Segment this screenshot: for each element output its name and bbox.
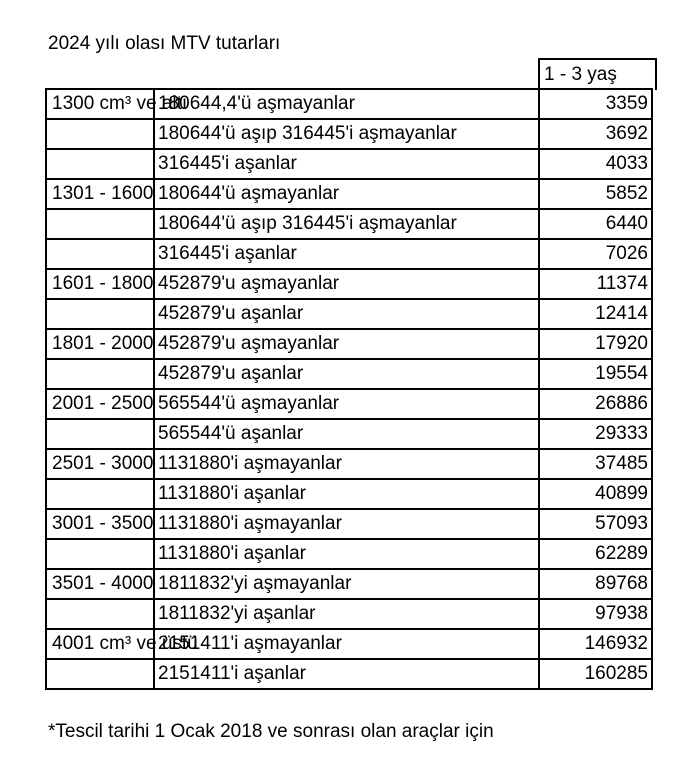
- value-range-cell[interactable]: 1811832'yi aşmayanlar: [154, 569, 539, 599]
- table-row: [46, 569, 652, 599]
- table-row: [46, 119, 652, 149]
- table-row: [46, 629, 652, 659]
- engine-volume-cell[interactable]: [46, 149, 154, 179]
- engine-volume-cell[interactable]: 1801 - 2000: [46, 329, 154, 359]
- engine-volume-cell[interactable]: 2501 - 3000: [46, 449, 154, 479]
- engine-volume-cell[interactable]: 1300 cm³ ve altı: [46, 89, 154, 119]
- engine-volume-cell[interactable]: 1301 - 1600: [46, 179, 154, 209]
- value-range-cell[interactable]: 452879'u aşanlar: [154, 359, 539, 389]
- table-row: [46, 539, 652, 569]
- tax-amount-cell[interactable]: 57093: [539, 509, 652, 539]
- table-row: [46, 239, 652, 269]
- table-row: [46, 419, 652, 449]
- mtv-table: [45, 58, 651, 690]
- engine-volume-cell[interactable]: [46, 419, 154, 449]
- page-title: 2024 yılı olası MTV tutarları: [48, 33, 281, 54]
- value-range-cell[interactable]: 2151411'i aşanlar: [154, 659, 539, 689]
- value-range-cell[interactable]: 1131880'i aşmayanlar: [154, 509, 539, 539]
- value-range-cell[interactable]: 1811832'yi aşanlar: [154, 599, 539, 629]
- engine-volume-cell[interactable]: [46, 539, 154, 569]
- value-range-cell[interactable]: 180644'ü aşıp 316445'i aşmayanlar: [154, 119, 539, 149]
- value-range-cell[interactable]: 180644,4'ü aşmayanlar: [154, 89, 539, 119]
- tax-amount-cell[interactable]: 26886: [539, 389, 652, 419]
- table-row: [46, 659, 652, 689]
- tax-amount-cell[interactable]: 4033: [539, 149, 652, 179]
- engine-volume-cell[interactable]: [46, 239, 154, 269]
- age-column-header[interactable]: 1 - 3 yaş: [538, 58, 657, 90]
- value-range-cell[interactable]: 2151411'i aşmayanlar: [154, 629, 539, 659]
- table-row: [46, 149, 652, 179]
- tax-amount-cell[interactable]: 5852: [539, 179, 652, 209]
- tax-amount-cell[interactable]: 40899: [539, 479, 652, 509]
- tax-amount-cell[interactable]: 3359: [539, 89, 652, 119]
- value-range-cell[interactable]: 180644'ü aşıp 316445'i aşmayanlar: [154, 209, 539, 239]
- value-range-cell[interactable]: 565544'ü aşmayanlar: [154, 389, 539, 419]
- table-row: [46, 509, 652, 539]
- table-row: [46, 89, 652, 119]
- table-row: [46, 179, 652, 209]
- engine-volume-cell[interactable]: 1601 - 1800: [46, 269, 154, 299]
- value-range-cell[interactable]: 180644'ü aşmayanlar: [154, 179, 539, 209]
- tax-amount-cell[interactable]: 17920: [539, 329, 652, 359]
- table-row: [46, 449, 652, 479]
- engine-volume-cell[interactable]: 3501 - 4000: [46, 569, 154, 599]
- tax-amount-cell[interactable]: 6440: [539, 209, 652, 239]
- value-range-cell[interactable]: 452879'u aşmayanlar: [154, 269, 539, 299]
- engine-volume-cell[interactable]: [46, 599, 154, 629]
- value-range-cell[interactable]: 1131880'i aşmayanlar: [154, 449, 539, 479]
- value-range-cell[interactable]: 565544'ü aşanlar: [154, 419, 539, 449]
- tax-amount-cell[interactable]: 37485: [539, 449, 652, 479]
- engine-volume-cell[interactable]: [46, 119, 154, 149]
- tax-amount-cell[interactable]: 146932: [539, 629, 652, 659]
- table-body: [46, 89, 652, 689]
- value-range-cell[interactable]: 316445'i aşanlar: [154, 149, 539, 179]
- table-row: [46, 359, 652, 389]
- table-row: [46, 389, 652, 419]
- engine-volume-cell[interactable]: [46, 299, 154, 329]
- table-row: [46, 599, 652, 629]
- tax-amount-cell[interactable]: 89768: [539, 569, 652, 599]
- tax-amount-cell[interactable]: 19554: [539, 359, 652, 389]
- footnote: *Tescil tarihi 1 Ocak 2018 ve sonrası olan araçlar için: [48, 721, 494, 742]
- data-table: [45, 88, 653, 690]
- tax-amount-cell[interactable]: 97938: [539, 599, 652, 629]
- tax-amount-cell[interactable]: 160285: [539, 659, 652, 689]
- header-row: [45, 58, 651, 88]
- engine-volume-cell[interactable]: 4001 cm³ ve üstü: [46, 629, 154, 659]
- engine-volume-cell[interactable]: [46, 659, 154, 689]
- engine-volume-cell[interactable]: 2001 - 2500: [46, 389, 154, 419]
- tax-amount-cell[interactable]: 12414: [539, 299, 652, 329]
- tax-amount-cell[interactable]: 11374: [539, 269, 652, 299]
- engine-volume-cell[interactable]: 3001 - 3500: [46, 509, 154, 539]
- tax-amount-cell[interactable]: 7026: [539, 239, 652, 269]
- table-row: [46, 329, 652, 359]
- engine-volume-cell[interactable]: [46, 479, 154, 509]
- value-range-cell[interactable]: 452879'u aşanlar: [154, 299, 539, 329]
- table-row: [46, 209, 652, 239]
- table-row: [46, 299, 652, 329]
- table-row: [46, 479, 652, 509]
- value-range-cell[interactable]: 452879'u aşmayanlar: [154, 329, 539, 359]
- table-row: [46, 269, 652, 299]
- value-range-cell[interactable]: 1131880'i aşanlar: [154, 539, 539, 569]
- value-range-cell[interactable]: 1131880'i aşanlar: [154, 479, 539, 509]
- tax-amount-cell[interactable]: 62289: [539, 539, 652, 569]
- value-range-cell[interactable]: 316445'i aşanlar: [154, 239, 539, 269]
- tax-amount-cell[interactable]: 3692: [539, 119, 652, 149]
- tax-amount-cell[interactable]: 29333: [539, 419, 652, 449]
- engine-volume-cell[interactable]: [46, 359, 154, 389]
- engine-volume-cell[interactable]: [46, 209, 154, 239]
